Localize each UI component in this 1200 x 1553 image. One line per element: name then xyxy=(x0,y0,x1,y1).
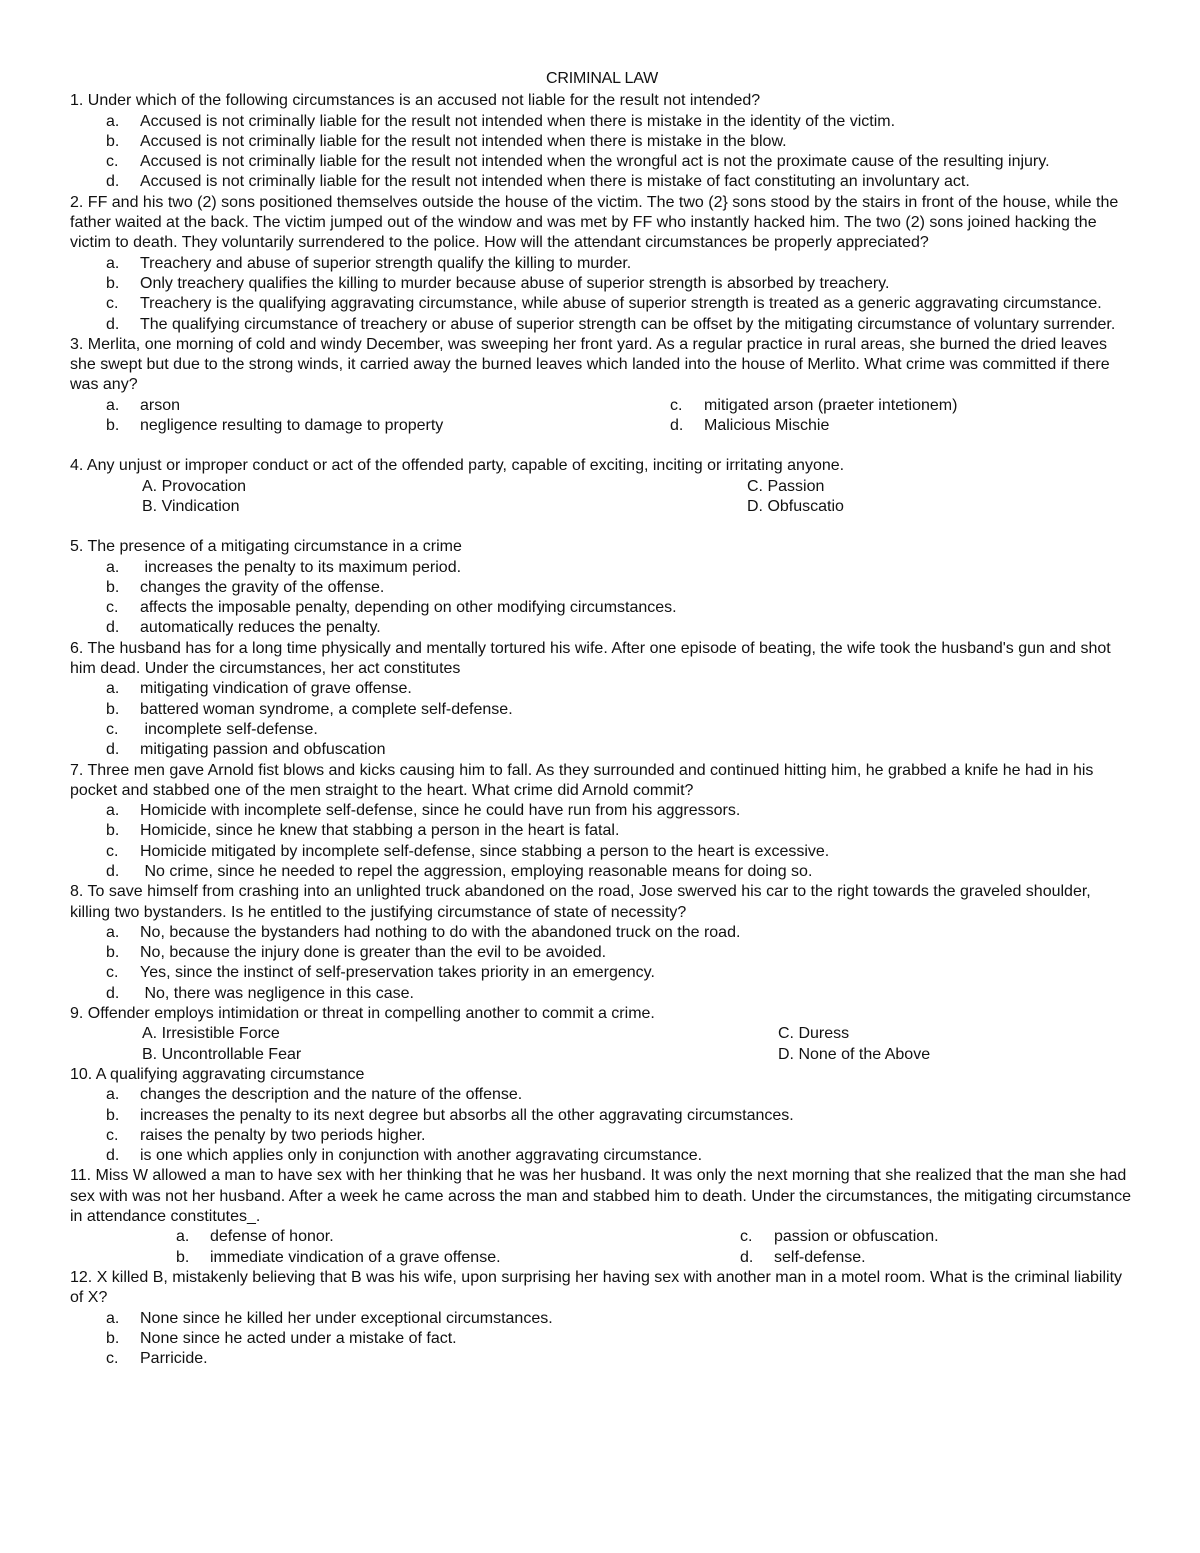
question-stem: 10. A qualifying aggravating circumstance xyxy=(70,1065,365,1083)
answer-option xyxy=(70,558,1134,578)
option-text: None since he acted under a mistake of fact. xyxy=(140,1329,457,1347)
option-letter: d. xyxy=(106,984,120,1002)
option-letter: d. xyxy=(106,173,120,191)
answer-option: B. Uncontrollable Fear xyxy=(142,1045,302,1063)
spacer xyxy=(70,517,1134,537)
two-column-options xyxy=(70,1024,1134,1065)
answer-option xyxy=(70,132,1134,152)
document-title: CRIMINAL LAW xyxy=(546,70,658,87)
question-11 xyxy=(70,1166,1134,1267)
answer-option xyxy=(70,315,1134,335)
question-2 xyxy=(70,193,1134,335)
answer-option xyxy=(70,943,1134,963)
option-text: Accused is not criminally liable for the result not intended when the wrongful act is not the proximate cause of the resulting injury. xyxy=(140,153,1050,171)
option-text: Treachery and abuse of superior strength qualify the killing to murder. xyxy=(140,254,632,272)
question-6 xyxy=(70,639,1134,761)
question-stem: 5. The presence of a mitigating circumstance in a crime xyxy=(70,538,462,556)
answer-option xyxy=(740,1227,1134,1247)
answer-option xyxy=(70,1248,740,1268)
question-8 xyxy=(70,882,1134,1004)
answer-option xyxy=(70,1146,1134,1166)
answer-option xyxy=(70,862,1134,882)
option-letter: b. xyxy=(106,1106,120,1124)
two-column-options xyxy=(70,477,1134,518)
option-text: battered woman syndrome, a complete self-defense. xyxy=(140,700,513,718)
question-stem: 12. X killed B, mistakenly believing that B was his wife, upon surprising her having sex with another man in a motel room. What is the criminal liability of X? xyxy=(70,1268,1123,1307)
option-text: negligence resulting to damage to property xyxy=(140,417,444,435)
option-letter: a. xyxy=(106,396,120,414)
option-text: self-defense. xyxy=(774,1248,866,1266)
question-stem: 4. Any unjust or improper conduct or act of the offended party, capable of exciting, inciting or irritating anyone. xyxy=(70,457,845,475)
option-text: Accused is not criminally liable for the result not intended when there is mistake in the identity of the victim. xyxy=(140,112,896,130)
answer-option: C. Duress xyxy=(778,1025,850,1043)
answer-option xyxy=(70,274,1134,294)
question-3 xyxy=(70,335,1134,436)
option-letter: b. xyxy=(106,1329,120,1347)
option-text: raises the penalty by two periods higher. xyxy=(140,1126,426,1144)
option-letter: b. xyxy=(106,417,120,435)
answer-option xyxy=(70,598,1134,618)
question-1 xyxy=(70,91,1134,192)
option-letter: c. xyxy=(106,1350,119,1368)
option-text: None since he killed her under exceptional circumstances. xyxy=(140,1309,553,1327)
answer-option xyxy=(70,1309,1134,1329)
option-letter: d. xyxy=(106,741,120,759)
question-9 xyxy=(70,1004,1134,1065)
option-letter: c. xyxy=(106,295,119,313)
option-text: No, because the bystanders had nothing to do with the abandoned truck on the road. xyxy=(140,923,741,941)
option-letter: b. xyxy=(106,132,120,150)
option-letter: c. xyxy=(106,599,119,617)
answer-option xyxy=(70,1126,1134,1146)
answer-option xyxy=(70,1106,1134,1126)
option-letter: a. xyxy=(106,680,120,698)
option-text: increases the penalty to its maximum period. xyxy=(140,558,462,576)
answer-option xyxy=(70,1349,1134,1369)
option-letter: b. xyxy=(106,578,120,596)
option-text: No crime, since he needed to repel the aggression, employing reasonable means for doing so. xyxy=(140,862,813,880)
option-text: defense of honor. xyxy=(210,1228,334,1246)
question-4 xyxy=(70,456,1134,517)
answer-option xyxy=(740,1248,1134,1268)
answer-option: C. Passion xyxy=(747,477,825,495)
answer-option xyxy=(70,821,1134,841)
answer-option xyxy=(70,842,1134,862)
option-text: is one which applies only in conjunction with another aggravating circumstance. xyxy=(140,1147,703,1165)
option-text: changes the gravity of the offense. xyxy=(140,578,385,596)
question-5 xyxy=(70,537,1134,638)
option-text: No, because the injury done is greater than the evil to be avoided. xyxy=(140,944,607,962)
option-text: arson xyxy=(140,396,181,414)
option-text: Parricide. xyxy=(140,1350,208,1368)
option-letter: a. xyxy=(176,1228,190,1246)
answer-option xyxy=(70,923,1134,943)
question-7 xyxy=(70,761,1134,883)
option-text: mitigating passion and obfuscation xyxy=(140,741,386,759)
option-letter: d. xyxy=(106,315,120,333)
option-text: Homicide with incomplete self-defense, since he could have run from his aggressors. xyxy=(140,802,741,820)
option-letter: a. xyxy=(106,558,120,576)
question-stem: 11. Miss W allowed a man to have sex with her thinking that he was her husband. It was only the next morning that she realized that the man she had sex with was not her husband. After a week he came across the man and stabbed him to death. Under the circumstances, the mitigating circumstance in attendance constitutes_. xyxy=(70,1167,1131,1226)
option-text: increases the penalty to its next degree but absorbs all the other aggravating circumstances. xyxy=(140,1106,794,1124)
answer-option xyxy=(70,578,1134,598)
option-text: affects the imposable penalty, depending on other modifying circumstances. xyxy=(140,599,677,617)
two-column-options xyxy=(70,1227,1134,1268)
option-text: passion or obfuscation. xyxy=(774,1228,939,1246)
option-text: incomplete self-defense. xyxy=(140,720,318,738)
option-text: Treachery is the qualifying aggravating circumstance, while abuse of superior strength is treated as a generic aggravating circumstance. xyxy=(140,295,1102,313)
option-text: changes the description and the nature of the offense. xyxy=(140,1086,523,1104)
answer-option: A. Irresistible Force xyxy=(142,1025,280,1043)
option-letter: c. xyxy=(106,720,119,738)
answer-option: D. None of the Above xyxy=(778,1045,931,1063)
question-stem: 9. Offender employs intimidation or threat in compelling another to commit a crime. xyxy=(70,1005,655,1023)
question-stem: 1. Under which of the following circumstances is an accused not liable for the result not intended? xyxy=(70,92,761,110)
document-body xyxy=(70,69,1134,1369)
option-letter: b. xyxy=(106,944,120,962)
option-letter: d. xyxy=(740,1248,754,1266)
option-text: mitigating vindication of grave offense. xyxy=(140,680,412,698)
answer-option xyxy=(70,172,1134,192)
option-letter: d. xyxy=(670,417,684,435)
option-letter: a. xyxy=(106,1309,120,1327)
question-stem: 7. Three men gave Arnold fist blows and kicks causing him to fall. As they surrounded and continued hitting him, he grabbed a knife he had in his pocket and stabbed one of the men straight to the heart. What crime did Arnold commit? xyxy=(70,761,1094,799)
option-text: Accused is not criminally liable for the result not intended when there is mistake in the blow. xyxy=(140,132,787,150)
answer-option: B. Vindication xyxy=(142,497,240,515)
option-letter: c. xyxy=(670,396,683,414)
question-12 xyxy=(70,1268,1134,1369)
question-10 xyxy=(70,1065,1134,1166)
answer-option xyxy=(70,1227,740,1247)
option-letter: d. xyxy=(106,619,120,637)
option-letter: a. xyxy=(106,802,120,820)
option-letter: b. xyxy=(176,1248,190,1266)
option-text: The qualifying circumstance of treachery or abuse of superior strength can be offset by the mitigating circumstance of voluntary surrender. xyxy=(140,315,1116,333)
option-text: Yes, since the instinct of self-preservation takes priority in an emergency. xyxy=(140,964,655,982)
option-letter: c. xyxy=(106,842,119,860)
answer-option xyxy=(70,720,1134,740)
option-text: Accused is not criminally liable for the result not intended when there is mistake of fact constituting an involuntary act. xyxy=(140,173,970,191)
question-stem: 2. FF and his two (2) sons positioned themselves outside the house of the victim. The two (2} sons stood by the stairs in front of the house, while the father waited at the back. The victim jumped out of the window and was met by FF who instantly hacked him. The two (2) sons joined hacking the victim to death. They voluntarily surrendered to the police. How will the attendant circumstances be properly appreciated? xyxy=(70,193,1119,252)
option-text: immediate vindication of a grave offense. xyxy=(210,1248,501,1266)
option-letter: c. xyxy=(106,153,119,171)
answer-option xyxy=(634,416,1134,436)
option-text: Homicide mitigated by incomplete self-defense, since stabbing a person to the heart is excessive. xyxy=(140,842,830,860)
option-letter: c. xyxy=(106,1126,119,1144)
answer-option xyxy=(70,679,1134,699)
answer-option xyxy=(70,396,634,416)
option-letter: c. xyxy=(740,1228,753,1246)
answer-option xyxy=(70,963,1134,983)
option-letter: b. xyxy=(106,700,120,718)
answer-option xyxy=(634,396,1134,416)
answer-option xyxy=(70,801,1134,821)
two-column-options xyxy=(70,396,1134,437)
option-letter: d. xyxy=(106,1147,120,1165)
question-stem: 6. The husband has for a long time physically and mentally tortured his wife. After one episode of beating, the wife took the husband's gun and shot him dead. Under the circumstances, her act constitutes xyxy=(70,639,1111,678)
answer-option xyxy=(70,1329,1134,1349)
answer-option xyxy=(70,618,1134,638)
option-text: Homicide, since he knew that stabbing a person in the heart is fatal. xyxy=(140,822,620,840)
answer-option xyxy=(70,254,1134,274)
option-text: No, there was negligence in this case. xyxy=(140,984,414,1002)
option-text: Malicious Mischie xyxy=(704,417,830,435)
answer-option xyxy=(70,984,1134,1004)
answer-option xyxy=(70,112,1134,132)
answer-option: A. Provocation xyxy=(142,477,247,495)
question-stem: 8. To save himself from crashing into an unlighted truck abandoned on the road, Jose swerved his car to the right towards the graveled shoulder, killing two bystanders. Is he entitled to the justifying circumstance of state of necessity? xyxy=(70,883,1091,921)
answer-option xyxy=(70,1085,1134,1105)
option-text: Only treachery qualifies the killing to murder because abuse of superior strength is absorbed by treachery. xyxy=(140,274,890,292)
answer-option: D. Obfuscatio xyxy=(747,497,844,515)
spacer xyxy=(70,436,1134,456)
question-stem: 3. Merlita, one morning of cold and windy December, was sweeping her front yard. As a regular practice in rural areas, she burned the dried leaves she swept but due to the strong winds, it carried away the burned leaves which landed into the house of Merlito. What crime was committed if there was any? xyxy=(70,335,1110,394)
option-letter: b. xyxy=(106,822,120,840)
option-letter: d. xyxy=(106,862,120,880)
answer-option xyxy=(70,294,1134,314)
option-letter: b. xyxy=(106,274,120,292)
answer-option xyxy=(70,700,1134,720)
answer-option xyxy=(70,740,1134,760)
option-letter: a. xyxy=(106,254,120,272)
option-text: mitigated arson (praeter intetionem) xyxy=(704,396,958,414)
option-letter: a. xyxy=(106,112,120,130)
option-letter: a. xyxy=(106,1086,120,1104)
option-letter: a. xyxy=(106,923,120,941)
answer-option xyxy=(70,416,634,436)
answer-option xyxy=(70,152,1134,172)
option-letter: c. xyxy=(106,964,119,982)
option-text: automatically reduces the penalty. xyxy=(140,619,381,637)
